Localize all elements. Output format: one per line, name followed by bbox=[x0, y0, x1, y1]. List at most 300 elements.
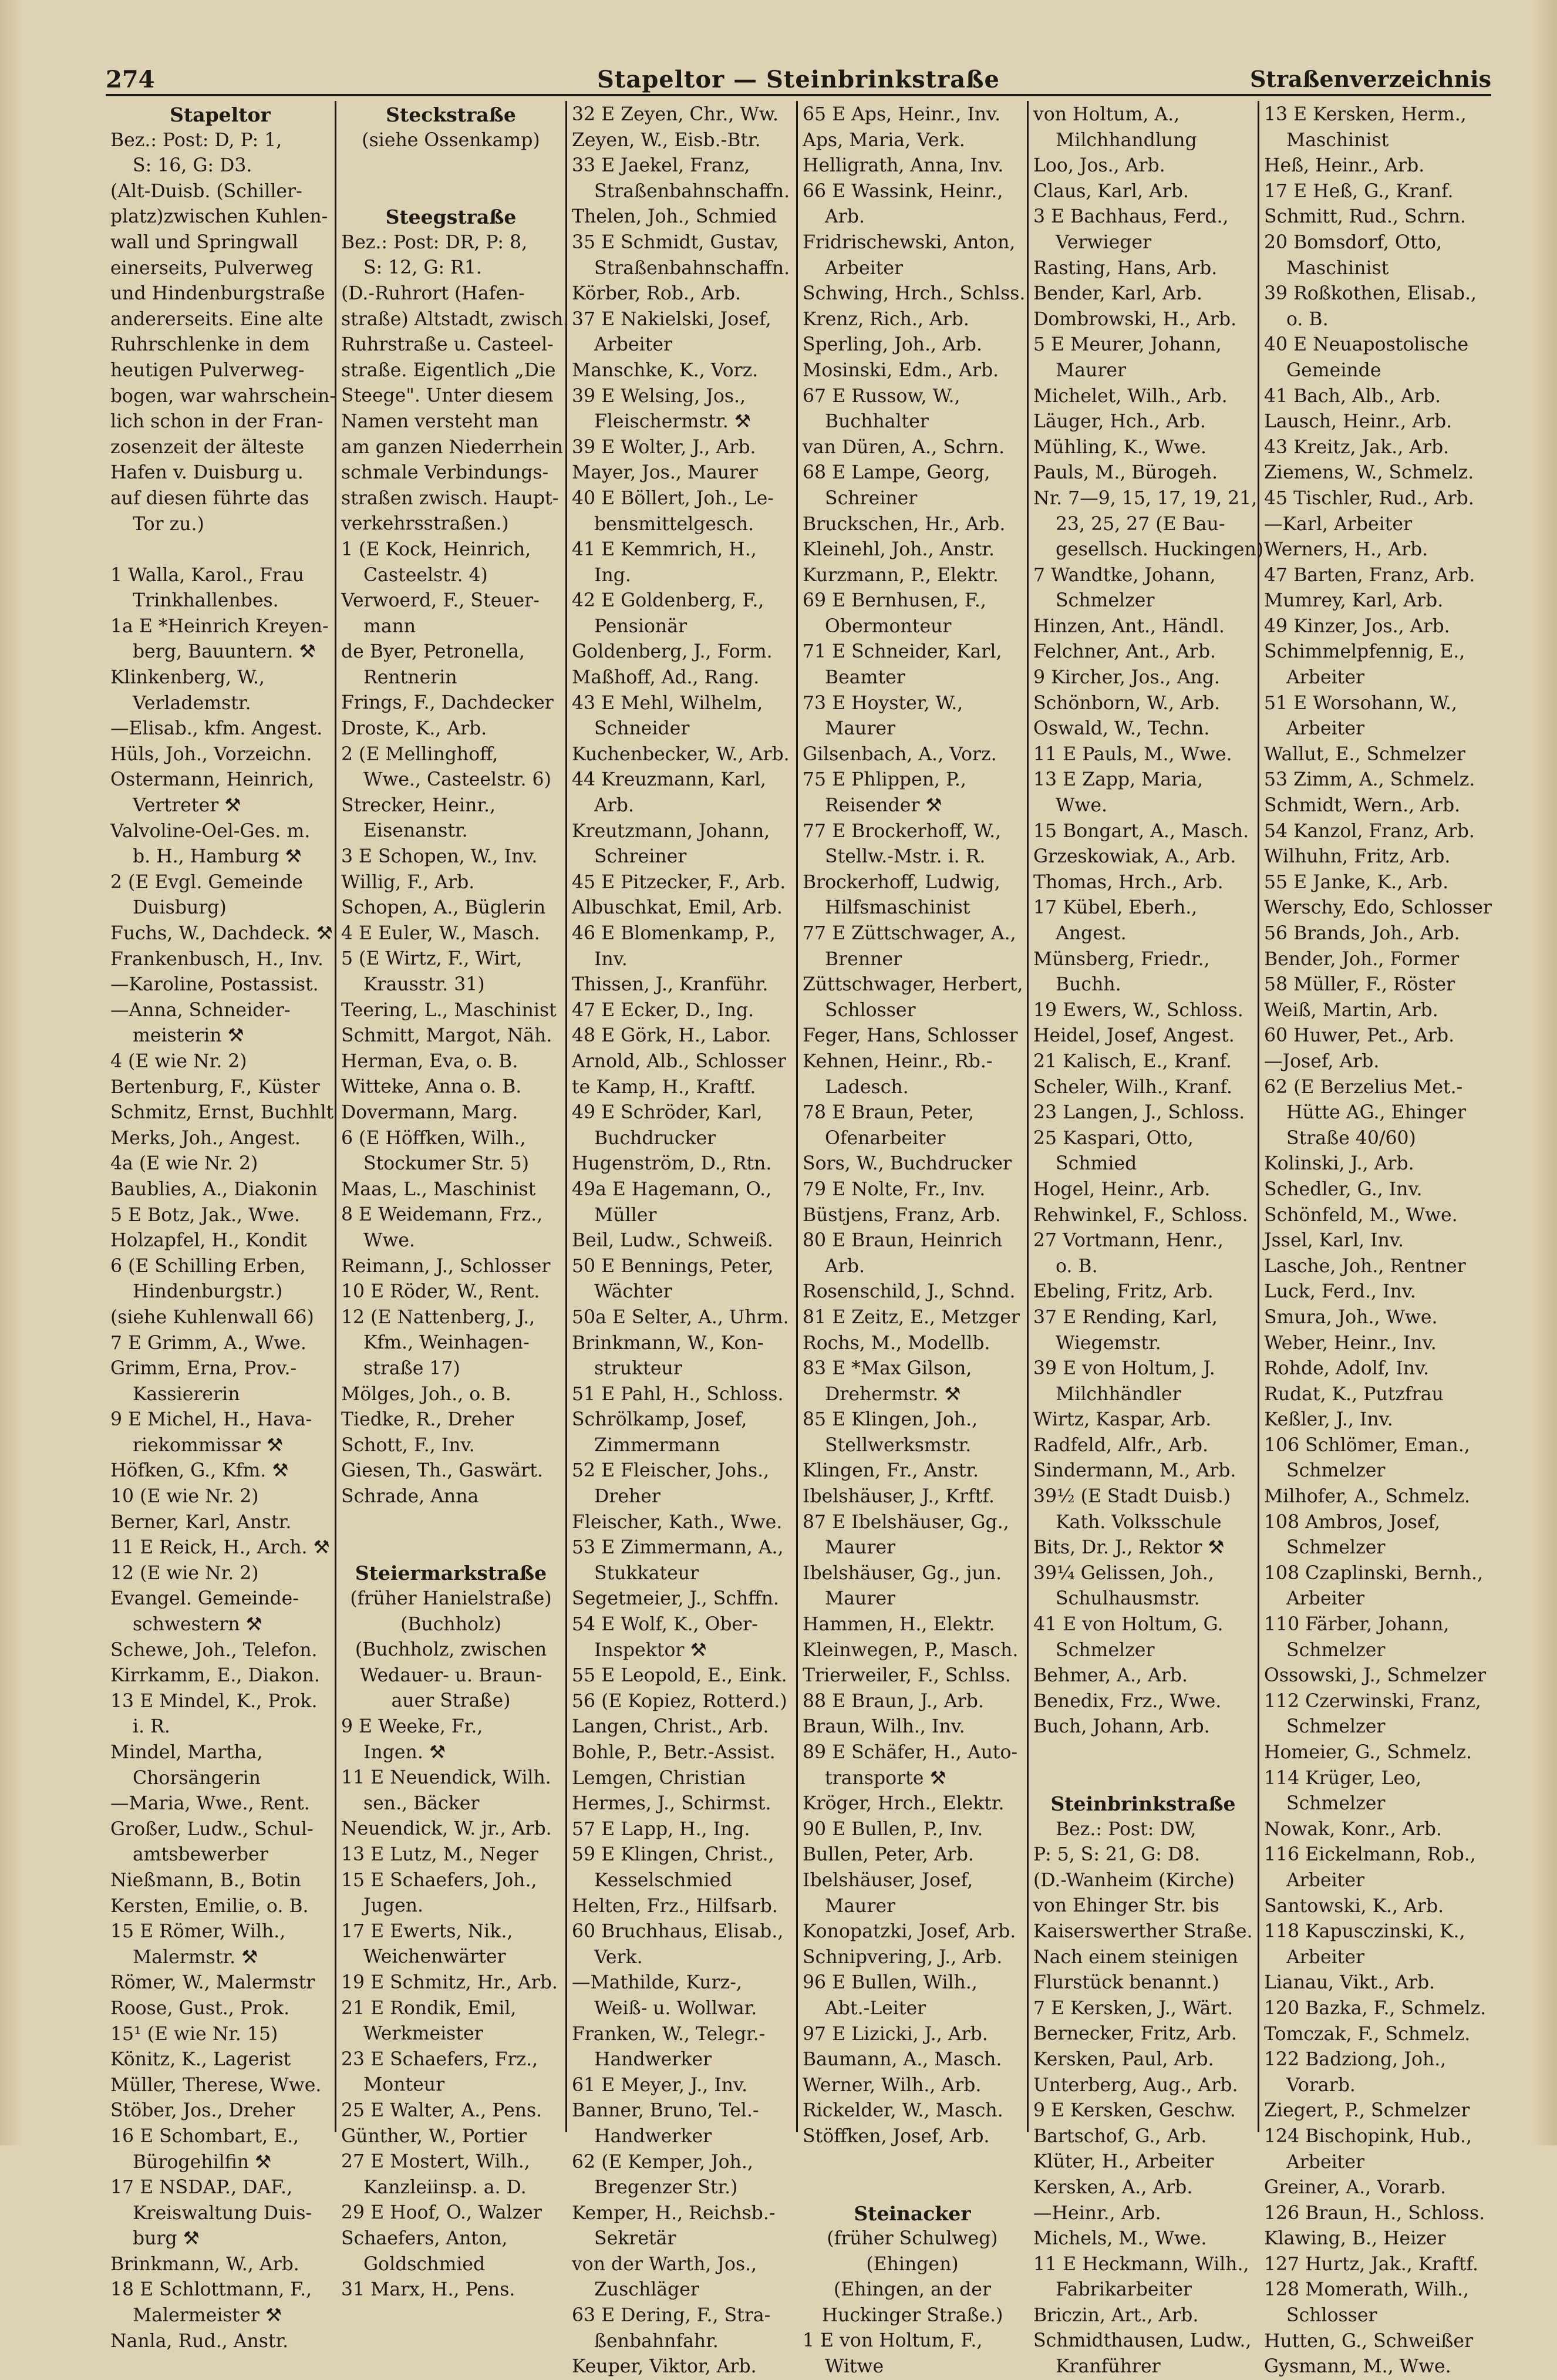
entry-line: strukteur bbox=[594, 1358, 682, 1380]
entry-line: Eisenanstr. bbox=[363, 820, 468, 842]
entry-line: Arb. bbox=[825, 1255, 865, 1277]
entry-line: 39 E Wolter, J., Arb. bbox=[572, 436, 756, 458]
entry-line: Goldschmied bbox=[363, 2253, 486, 2275]
entry-line: Mumrey, Karl, Arb. bbox=[1264, 590, 1444, 612]
entry-line: von der Warth, Jos., bbox=[572, 2253, 757, 2275]
entry-line: Römer, W., Malermstr bbox=[110, 1972, 315, 1994]
entry-line: Arbeiter bbox=[594, 334, 673, 356]
entry-line: Milchhandlung bbox=[1056, 129, 1197, 151]
entry-line: 12 (E wie Nr. 2) bbox=[110, 1562, 259, 1584]
entry-line: 59 E Klingen, Christ., bbox=[572, 1844, 774, 1866]
entry-line: 68 E Lampe, Georg, bbox=[803, 462, 990, 484]
entry-line: 61 E Meyer, J., Inv. bbox=[572, 2074, 748, 2096]
entry-line: meisterin ⚒ bbox=[133, 1025, 244, 1047]
entry-line: Maurer bbox=[825, 1537, 896, 1559]
column-6 bbox=[1259, 101, 1492, 2378]
entry-line: Kranführer bbox=[1056, 2356, 1161, 2378]
entry-line: Weiß, Martin, Arb. bbox=[1264, 999, 1438, 1021]
entry-line: —Karl, Arbeiter bbox=[1264, 513, 1413, 535]
entry-line: Chorsängerin bbox=[133, 1767, 261, 1789]
entry-line: 13 E Lutz, M., Neger bbox=[341, 1844, 538, 1865]
entry-line: 88 E Braun, J., Arb. bbox=[803, 1690, 984, 1712]
entry-line: Casteelstr. 4) bbox=[363, 564, 488, 586]
entry-line: Schwing, Hrch., Schlss. bbox=[803, 283, 1026, 305]
entry-line: Maschinist bbox=[1286, 129, 1389, 151]
entry-line: Werners, H., Arb. bbox=[1264, 539, 1428, 561]
entry-line: van Düren, A., Schrn. bbox=[803, 436, 1005, 458]
entry-line: wall und Springwall bbox=[110, 231, 298, 253]
entry-line: Brockerhoff, Ludwig, bbox=[803, 871, 1000, 893]
entry-line: Rudat, K., Putzfrau bbox=[1264, 1383, 1444, 1405]
entry-line: 11 E Pauls, M., Wwe. bbox=[1033, 743, 1232, 765]
entry-line: 39 E Welsing, Jos., bbox=[572, 385, 746, 407]
entry-line: Großer, Ludw., Schul- bbox=[110, 1818, 314, 1840]
entry-line: Schönfeld, M., Wwe. bbox=[1264, 1204, 1458, 1226]
entry-line: Loo, Jos., Arb. bbox=[1033, 155, 1165, 177]
entry-line: —Mathilde, Kurz-, bbox=[572, 1972, 742, 1994]
street-note: Wedauer- u. Braun- bbox=[359, 1664, 542, 1686]
entry-line: 54 Kanzol, Franz, Arb. bbox=[1264, 820, 1475, 842]
entry-line: 65 E Aps, Heinr., Inv. bbox=[803, 104, 1001, 125]
entry-line: 39 E von Holtum, J. bbox=[1033, 1358, 1215, 1380]
entry-line: Lemgen, Christian bbox=[572, 1767, 746, 1789]
entry-line: Ebeling, Fritz, Arb. bbox=[1033, 1281, 1214, 1303]
entry-line: 77 E Brockerhoff, W., bbox=[803, 820, 1002, 842]
entry-line: 69 E Bernhusen, F., bbox=[803, 590, 986, 612]
entry-line: Müller, Therese, Wwe. bbox=[110, 2074, 322, 2096]
entry-line: 75 E Phlippen, P., bbox=[803, 769, 966, 791]
entry-line: 33 E Jaekel, Franz, bbox=[572, 155, 750, 177]
entry-line: Kirrkamm, E., Diakon. bbox=[110, 1665, 320, 1687]
street-heading: Steinacker bbox=[854, 2202, 971, 2225]
entry-line: 1a E *Heinrich Kreyen- bbox=[110, 615, 329, 637]
entry-line: 55 E Leopold, E., Eink. bbox=[572, 1665, 787, 1687]
spacer bbox=[341, 153, 561, 204]
entry-line: 37 E Nakielski, Josef, bbox=[572, 308, 771, 330]
entry-line: 13 E Zapp, Maria, bbox=[1033, 769, 1204, 791]
entry-line: 17 E Heß, G., Kranf. bbox=[1264, 180, 1454, 202]
entry-line: Zuschläger bbox=[594, 2279, 699, 2301]
entry-line: Kersken, A., Arb. bbox=[1033, 2176, 1193, 2198]
entry-line: S: 16, G: D3. bbox=[133, 155, 252, 177]
entry-line: 49a E Hagemann, O., bbox=[572, 1178, 772, 1200]
entry-line: Handwerker bbox=[594, 2125, 712, 2147]
entry-line: Franken, W., Telegr.- bbox=[572, 2023, 766, 2045]
entry-line: —Josef, Arb. bbox=[1264, 1050, 1380, 1072]
entry-line: Kassiererin bbox=[133, 1383, 240, 1405]
entry-line: Schmelzer bbox=[1286, 1537, 1386, 1559]
entry-line: Kehnen, Heinr., Rb.- bbox=[803, 1050, 993, 1072]
entry-line: 108 Czaplinski, Bernh., bbox=[1264, 1562, 1484, 1584]
entry-line: 23 E Schaefers, Frz., bbox=[341, 2048, 538, 2070]
entry-line: Beamter bbox=[825, 667, 905, 689]
entry-line: 80 E Braun, Heinrich bbox=[803, 1230, 1003, 1252]
entry-line: Schott, F., Inv. bbox=[341, 1434, 475, 1456]
entry-line: Thomas, Hrch., Arb. bbox=[1033, 871, 1224, 893]
entry-line: Sperling, Joh., Arb. bbox=[803, 334, 982, 356]
entry-line: Arbeiter bbox=[1286, 1869, 1365, 1891]
entry-line: Roose, Gust., Prok. bbox=[110, 1997, 290, 2019]
entry-line: Arbeiter bbox=[1286, 1946, 1365, 1968]
entry-line: gesellsch. Huckingen) bbox=[1056, 539, 1264, 561]
entry-line: Bender, Joh., Former bbox=[1264, 948, 1460, 970]
entry-line: Rickelder, W., Masch. bbox=[803, 2100, 1003, 2122]
entry-line: Wiegemstr. bbox=[1056, 1332, 1161, 1354]
entry-line: 43 Kreitz, Jak., Arb. bbox=[1264, 436, 1450, 458]
entry-line: 21 E Rondik, Emil, bbox=[341, 1997, 517, 2019]
entry-line: 106 Schlömer, Eman., bbox=[1264, 1434, 1470, 1456]
entry-line: Bartschof, G., Arb. bbox=[1033, 2125, 1207, 2147]
entry-line: Hammen, H., Elektr. bbox=[803, 1614, 995, 1636]
entry-line: Milchhändler bbox=[1056, 1383, 1181, 1405]
entry-line: Wirtz, Kaspar, Arb. bbox=[1033, 1409, 1212, 1431]
entry-line: 7 E Grimm, A., Wwe. bbox=[110, 1332, 306, 1354]
entry-line: Arnold, Alb., Schlosser bbox=[572, 1050, 786, 1072]
entry-line: 66 E Wassink, Heinr., bbox=[803, 180, 1003, 202]
entry-line: 47 Barten, Franz, Arb. bbox=[1264, 564, 1475, 586]
entry-line: Beil, Ludw., Schweiß. bbox=[572, 1230, 773, 1252]
entry-line: 60 Huwer, Pet., Arb. bbox=[1264, 1025, 1455, 1047]
entry-line: 56 Brands, Joh., Arb. bbox=[1264, 923, 1460, 944]
entry-line: Vertreter ⚒ bbox=[133, 795, 241, 817]
entry-line: 23, 25, 27 (E Bau- bbox=[1056, 513, 1225, 535]
entry-line: 15¹ (E wie Nr. 15) bbox=[110, 2023, 278, 2045]
entry-line: Nach einem steinigen bbox=[1033, 1946, 1238, 1968]
entry-line: 90 E Bullen, P., Inv. bbox=[803, 1818, 983, 1840]
entry-line: Fuchs, W., Dachdeck. ⚒ bbox=[110, 923, 333, 944]
entry-line: Rasting, Hans, Arb. bbox=[1033, 257, 1218, 279]
entry-line: Wächter bbox=[594, 1281, 672, 1303]
entry-line: 10 E Röder, W., Rent. bbox=[341, 1281, 540, 1303]
entry-line: Brinkmann, W., Kon- bbox=[572, 1332, 764, 1354]
entry-line: Bits, Dr. J., Rektor ⚒ bbox=[1033, 1537, 1225, 1559]
entry-line: 54 E Wolf, K., Ober- bbox=[572, 1614, 758, 1636]
entry-line: Kfm., Weinhagen- bbox=[363, 1332, 530, 1354]
entry-line: Heß, Heinr., Arb. bbox=[1264, 155, 1425, 177]
entry-line: Schreiner bbox=[825, 487, 918, 509]
entry-line: Nowak, Konr., Arb. bbox=[1264, 1818, 1442, 1840]
column-2 bbox=[336, 101, 569, 2301]
entry-line: 16 E Schombart, E., bbox=[110, 2125, 299, 2147]
entry-line: Baublies, A., Diakonin bbox=[110, 1178, 318, 1200]
entry-line: 11 E Heckmann, Wilh., bbox=[1033, 2253, 1249, 2275]
entry-line: 116 Eickelmann, Rob., bbox=[1264, 1844, 1476, 1866]
entry-line: Frings, F., Dachdecker bbox=[341, 692, 554, 714]
street-note: (Ehingen, an der bbox=[834, 2279, 991, 2301]
entry-line: Verwieger bbox=[1056, 231, 1152, 253]
entry-line: Zeyen, W., Eisb.-Btr. bbox=[572, 129, 761, 151]
entry-line: Wwe. bbox=[363, 1229, 415, 1251]
entry-line: Trierweiler, F., Schlss. bbox=[803, 1665, 1011, 1687]
street-note: (früher Schulweg) bbox=[827, 2228, 998, 2250]
entry-line: Fabrikarbeiter bbox=[1056, 2279, 1192, 2301]
entry-line: Maßhoff, Ad., Rang. bbox=[572, 667, 760, 689]
entry-line: Braun, Wilh., Inv. bbox=[803, 1716, 965, 1738]
entry-line: Schmelzer bbox=[1286, 1460, 1386, 1482]
entry-line: 39½ (E Stadt Duisb.) bbox=[1033, 1486, 1231, 1508]
entry-line: 9 E Weeke, Fr., bbox=[341, 1716, 483, 1738]
entry-line: Jugen. bbox=[363, 1895, 424, 1917]
entry-line: 127 Hurtz, Jak., Kraftf. bbox=[1264, 2253, 1479, 2275]
entry-line: Schrade, Anna bbox=[341, 1485, 479, 1507]
entry-line: 71 E Schneider, Karl, bbox=[803, 641, 1002, 663]
entry-line: Könitz, K., Lagerist bbox=[110, 2049, 291, 2071]
entry-line: Hugenström, D., Rtn. bbox=[572, 1153, 772, 1175]
entry-line: Witteke, Anna o. B. bbox=[341, 1076, 522, 1098]
entry-line: Schrölkamp, Josef, bbox=[572, 1409, 747, 1431]
entry-line: Keuper, Viktor, Arb. bbox=[572, 2356, 757, 2378]
entry-line: Valvoline-Oel-Ges. m. bbox=[110, 820, 311, 842]
entry-line: einerseits, Pulverweg bbox=[110, 257, 314, 279]
entry-line: Malermeister ⚒ bbox=[133, 2305, 282, 2327]
entry-line: Bender, Karl, Arb. bbox=[1033, 283, 1202, 305]
entry-line: 118 Kapusczinski, K., bbox=[1264, 1921, 1465, 1943]
entry-line: 6 (E Schilling Erben, bbox=[110, 1255, 306, 1277]
entry-line: platz)zwischen Kuhlen- bbox=[110, 206, 328, 228]
entry-line: Krenz, Rich., Arb. bbox=[803, 308, 969, 330]
entry-line: 10 (E wie Nr. 2) bbox=[110, 1486, 259, 1508]
entry-line: Sors, W., Buchdrucker bbox=[803, 1153, 1012, 1175]
entry-line: 25 E Walter, A., Pens. bbox=[341, 2099, 542, 2121]
entry-line: Bürogehilfin ⚒ bbox=[133, 2151, 272, 2173]
spacer bbox=[803, 2150, 1022, 2201]
spacer bbox=[341, 1509, 561, 1560]
entry-line: Berner, Karl, Anstr. bbox=[110, 1511, 292, 1533]
entry-line: Krausstr. 31) bbox=[363, 974, 485, 995]
entry-line: Kuchenbecker, W., Arb. bbox=[572, 743, 790, 765]
entry-line: 5 E Botz, Jak., Wwe. bbox=[110, 1204, 300, 1226]
entry-line: (Alt-Duisb. (Schiller- bbox=[110, 180, 302, 202]
entry-line: Sekretär bbox=[594, 2228, 676, 2250]
entry-line: Schulhausmstr. bbox=[1056, 1588, 1200, 1610]
entry-line: 73 E Hoyster, W., bbox=[803, 692, 963, 714]
entry-line: Arbeiter bbox=[1286, 718, 1365, 740]
entry-line: 20 Bomsdorf, Otto, bbox=[1264, 231, 1443, 253]
entry-line: Pensionär bbox=[594, 615, 687, 637]
entry-line: i. R. bbox=[133, 1716, 170, 1738]
entry-line: Ofenarbeiter bbox=[825, 1127, 946, 1149]
entry-line: Rohde, Adolf, Inv. bbox=[1264, 1358, 1430, 1380]
entry-line: 25 Kaspari, Otto, bbox=[1033, 1127, 1194, 1149]
entry-line: Werner, Wilh., Arb. bbox=[803, 2074, 982, 2096]
entry-line: Lasche, Joh., Rentner bbox=[1264, 1255, 1466, 1277]
entry-line: o. B. bbox=[1286, 308, 1329, 330]
entry-line: Helten, Frz., Hilfsarb. bbox=[572, 1895, 778, 1917]
entry-line: Fleischer, Kath., Wwe. bbox=[572, 1511, 783, 1533]
entry-line: Läuger, Hch., Arb. bbox=[1033, 411, 1206, 433]
entry-line: Kersten, Emilie, o. B. bbox=[110, 1895, 309, 1917]
entry-line: 97 E Lizicki, J., Arb. bbox=[803, 2023, 988, 2045]
entry-line: 17 E NSDAP., DAF., bbox=[110, 2177, 293, 2199]
entry-line: 96 E Bullen, Wilh., bbox=[803, 1972, 978, 1994]
entry-line: Brenner bbox=[825, 948, 902, 970]
entry-line: 41 E von Holtum, G. bbox=[1033, 1614, 1224, 1636]
street-note: Huckinger Straße.) bbox=[821, 2304, 1003, 2326]
entry-line: Strecker, Heinr., bbox=[341, 794, 496, 816]
entry-line: (siehe Kuhlenwall 66) bbox=[110, 1306, 314, 1328]
entry-line: Werkmeister bbox=[363, 2023, 483, 2045]
entry-line: Frankenbusch, H., Inv. bbox=[110, 948, 323, 970]
entry-line: 126 Braun, H., Schloss. bbox=[1264, 2202, 1485, 2224]
entry-line: 77 E Züttschwager, A., bbox=[803, 923, 1016, 944]
entry-line: 2 (E Mellinghoff, bbox=[341, 743, 498, 765]
entry-line: Schedler, G., Inv. bbox=[1264, 1178, 1423, 1200]
entry-line: straße 17) bbox=[363, 1357, 460, 1379]
entry-line: Unterberg, Aug., Arb. bbox=[1033, 2074, 1238, 2096]
entry-line: Grzeskowiak, A., Arb. bbox=[1033, 846, 1236, 868]
entry-line: 31 Marx, H., Pens. bbox=[341, 2279, 515, 2301]
entry-line: (D.-Wanheim (Kirche) bbox=[1033, 1869, 1235, 1891]
entry-line: 41 E Kemmrich, H., bbox=[572, 539, 757, 561]
entry-line: 110 Färber, Johann, bbox=[1264, 1614, 1450, 1636]
entry-line: Lausch, Heinr., Arb. bbox=[1264, 411, 1452, 433]
entry-line: 43 E Mehl, Wilhelm, bbox=[572, 692, 763, 714]
entry-line: 48 E Görk, H., Labor. bbox=[572, 1025, 771, 1047]
entry-line: Hermes, J., Schirmst. bbox=[572, 1793, 771, 1815]
entry-line: Behmer, A., Arb. bbox=[1033, 1665, 1188, 1687]
entry-line: 56 (E Kopiez, Rotterd.) bbox=[572, 1690, 787, 1712]
entry-line: Dombrowski, H., Arb. bbox=[1033, 308, 1237, 330]
entry-line: Klüter, H., Arbeiter bbox=[1033, 2151, 1214, 2173]
entry-line: Santowski, K., Arb. bbox=[1264, 1895, 1444, 1917]
entry-line: Bez.: Post: DR, P: 8, bbox=[341, 231, 528, 253]
entry-line: 42 E Goldenberg, F., bbox=[572, 590, 764, 612]
entry-line: Mayer, Jos., Maurer bbox=[572, 462, 758, 484]
entry-line: 1 Walla, Karol., Frau bbox=[110, 564, 304, 586]
entry-line: Bregenzer Str.) bbox=[594, 2177, 738, 2199]
entry-line: 37 E Rending, Karl, bbox=[1033, 1306, 1218, 1328]
entry-line: Inv. bbox=[594, 948, 628, 970]
street-heading: Steiermarkstraße bbox=[355, 1562, 547, 1585]
entry-line: 47 E Ecker, D., Ing. bbox=[572, 999, 754, 1021]
entry-line: Trinkhallenbes. bbox=[133, 590, 279, 612]
entry-line: andererseits. Eine alte bbox=[110, 308, 323, 330]
entry-line: 29 E Hoof, O., Walzer bbox=[341, 2202, 542, 2224]
entry-line: Klawing, B., Heizer bbox=[1264, 2228, 1446, 2250]
entry-line: amtsbewerber bbox=[133, 1844, 268, 1866]
entry-line: Homeier, G., Schmelz. bbox=[1264, 1742, 1472, 1763]
column-1 bbox=[106, 101, 336, 2352]
page-number: 274 bbox=[106, 66, 155, 93]
entry-line: Kleinehl, Joh., Anstr. bbox=[803, 539, 995, 561]
entry-line: Schopen, A., Büglerin bbox=[341, 897, 546, 919]
entry-line: Kolinski, J., Arb. bbox=[1264, 1153, 1414, 1175]
entry-line: Neuendick, W. jr., Arb. bbox=[341, 1818, 552, 1840]
entry-line: Drehermstr. ⚒ bbox=[825, 1383, 961, 1405]
entry-line: Verk. bbox=[594, 1946, 643, 1968]
column-5 bbox=[1029, 101, 1264, 2378]
entry-line: Kreiswaltung Duis- bbox=[133, 2202, 312, 2224]
entry-line: 60 Bruchhaus, Elisab., bbox=[572, 1921, 784, 1943]
entry-line: Smura, Joh., Wwe. bbox=[1264, 1306, 1438, 1328]
entry-line: Kleinwegen, P., Masch. bbox=[803, 1639, 1019, 1661]
entry-line: Schmitt, Margot, Näh. bbox=[341, 1025, 552, 1047]
entry-line: Reimann, J., Schlosser bbox=[341, 1255, 551, 1277]
entry-line: Witwe bbox=[825, 2356, 884, 2378]
entry-line: Ossowski, J., Schmelzer bbox=[1264, 1665, 1487, 1687]
entry-line: 49 Kinzer, Jos., Arb. bbox=[1264, 615, 1450, 637]
entry-line: —Anna, Schneider- bbox=[110, 999, 291, 1021]
street-heading: Steegstraße bbox=[385, 205, 517, 229]
entry-line: 45 E Pitzecker, F., Arb. bbox=[572, 871, 786, 893]
entry-line: Tomczak, F., Schmelz. bbox=[1264, 2023, 1471, 2045]
entry-line: Michelet, Wilh., Arb. bbox=[1033, 385, 1228, 407]
entry-line: Milhofer, A., Schmelz. bbox=[1264, 1486, 1471, 1508]
entry-line: Maas, L., Maschinist bbox=[341, 1178, 536, 1200]
entry-line: 120 Bazka, F., Schmelz. bbox=[1264, 1997, 1487, 2019]
entry-line: Buch, Johann, Arb. bbox=[1033, 1716, 1210, 1738]
entry-line: verkehrsstraßen.) bbox=[341, 513, 509, 535]
entry-line: Gilsenbach, A., Vorz. bbox=[803, 743, 997, 765]
entry-line: Schmelzer bbox=[1286, 1716, 1386, 1738]
entry-line: Büstjens, Franz, Arb. bbox=[803, 1204, 1001, 1226]
entry-line: 5 (E Wirtz, F., Wirt, bbox=[341, 948, 523, 970]
entry-line: Kemper, H., Reichsb.- bbox=[572, 2202, 776, 2224]
street-note: (siehe Ossenkamp) bbox=[362, 129, 540, 151]
entry-line: Verwoerd, F., Steuer- bbox=[341, 590, 540, 612]
entry-line: 35 E Schmidt, Gustav, bbox=[572, 231, 779, 253]
entry-line: Dreher bbox=[594, 1486, 660, 1508]
street-heading: Steckstraße bbox=[386, 103, 516, 126]
entry-line: 62 (E Kemper, Joh., bbox=[572, 2151, 753, 2173]
entry-line: Maurer bbox=[825, 718, 896, 740]
entry-line: Schmidthausen, Ludw., bbox=[1033, 2330, 1252, 2352]
entry-line: Kurzmann, P., Elektr. bbox=[803, 564, 999, 586]
entry-line: Konopatzki, Josef, Arb. bbox=[803, 1921, 1016, 1943]
entry-line: Wwe. bbox=[1056, 795, 1107, 817]
entry-line: 9 Kircher, Jos., Ang. bbox=[1033, 667, 1220, 689]
entry-line: 124 Bischopink, Hub., bbox=[1264, 2125, 1472, 2147]
entry-line: Schlosser bbox=[825, 999, 916, 1021]
entry-line: Hogel, Heinr., Arb. bbox=[1033, 1178, 1211, 1200]
running-title: Stapeltor — Steinbrinkstraße bbox=[597, 66, 1000, 93]
entry-line: Günther, W., Portier bbox=[341, 2125, 527, 2147]
entry-line: Klinkenberg, W., bbox=[110, 667, 265, 689]
street-heading: Steinbrinkstraße bbox=[1050, 1792, 1236, 1815]
entry-line: Nanla, Rud., Anstr. bbox=[110, 2330, 289, 2352]
entry-line: Schmelzer bbox=[1056, 1639, 1155, 1661]
entry-line: te Kamp, H., Kraftf. bbox=[572, 1076, 756, 1098]
entry-line: 1 E von Holtum, F., bbox=[803, 2330, 983, 2352]
entry-line: 83 E *Max Gilson, bbox=[803, 1358, 972, 1380]
entry-line: Schnipvering, J., Arb. bbox=[803, 1946, 1003, 1968]
entry-line: heutigen Pulverweg- bbox=[110, 359, 305, 381]
entry-line: Briczin, Art., Arb. bbox=[1033, 2304, 1199, 2326]
entry-line: Aps, Maria, Verk. bbox=[803, 129, 965, 151]
entry-line: 51 E Worsohann, W., bbox=[1264, 692, 1458, 714]
entry-line: Zimmermann bbox=[594, 1434, 720, 1456]
entry-line: transporte ⚒ bbox=[825, 1767, 946, 1789]
entry-line: schwestern ⚒ bbox=[133, 1614, 262, 1636]
entry-line: Ostermann, Heinrich, bbox=[110, 769, 315, 791]
entry-line: 78 E Braun, Peter, bbox=[803, 1102, 975, 1124]
entry-line: Feger, Hans, Schlosser bbox=[803, 1025, 1018, 1047]
entry-line: Hutten, G., Schweißer bbox=[1264, 2330, 1474, 2352]
entry-line: 49 E Schröder, Karl, bbox=[572, 1102, 763, 1124]
entry-line: Straße 40/60) bbox=[1286, 1127, 1416, 1149]
entry-line: Stukkateur bbox=[594, 1562, 699, 1584]
entry-line: Kreutzmann, Johann, bbox=[572, 820, 770, 842]
entry-line: o. B. bbox=[1056, 1255, 1098, 1277]
entry-line: Herman, Eva, o. B. bbox=[341, 1050, 518, 1072]
entry-line: Heidel, Josef, Angest. bbox=[1033, 1025, 1235, 1047]
entry-line: 40 E Neuapostolische bbox=[1264, 334, 1469, 356]
entry-line: Schmelzer bbox=[1286, 1793, 1386, 1815]
entry-line: 15 Bongart, A., Masch. bbox=[1033, 820, 1249, 842]
entry-line: Segetmeier, J., Schffn. bbox=[572, 1588, 779, 1610]
entry-line: Bernecker, Fritz, Arb. bbox=[1033, 2023, 1238, 2045]
entry-line: schmale Verbindungs- bbox=[341, 462, 549, 484]
